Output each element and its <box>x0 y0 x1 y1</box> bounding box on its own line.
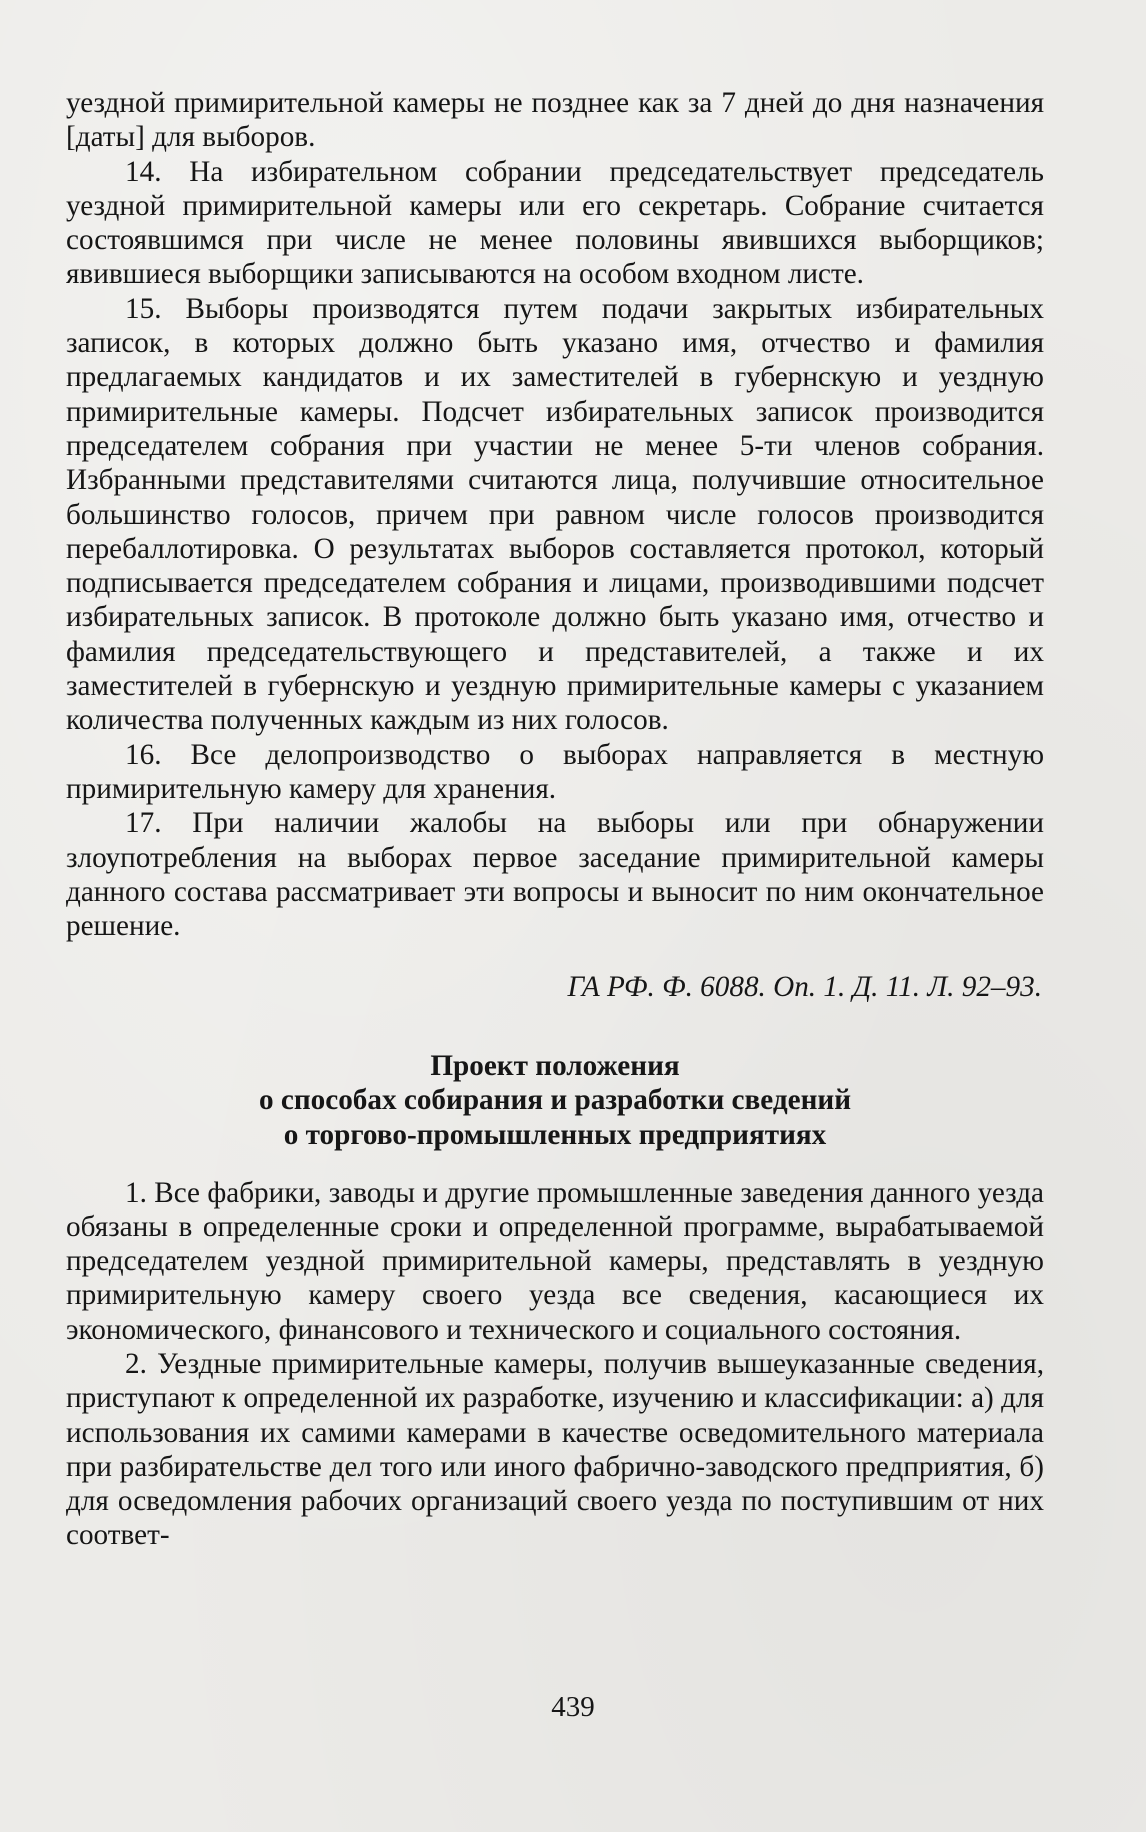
section-title-line-2: о способах собирания и разработки сведений <box>258 1084 852 1117</box>
archive-citation: ГА РФ. Ф. 6088. Оп. 1. Д. 11. Л. 92–93. <box>567 971 1042 1004</box>
item-1: 1. Все фабрики, заводы и другие промышленные заведения данного уезда обязаны в определенные сроки и определенной программе, вырабатываемой председателем уездной примирительной камеры, представлять в уездную примирительную камеру своего уезда все сведения, касающиеся их экономического, финансового и технического и социального состояния. <box>66 1176 1044 1346</box>
section-title-line-3: о торгово-промышленных предприятиях <box>283 1118 827 1151</box>
page-number: 439 <box>551 1691 595 1723</box>
paragraph-14: 14. На избирательном собрании председательствует председатель уездной примирительной камеры или его секретарь. Собрание считается состоявшимся при числе не менее половины явившихся выборщиков; явившиеся выборщики записываются на особом входном листе. <box>66 155 1044 291</box>
paragraph-15: 15. Выборы производятся путем подачи закрытых избирательных записок, в которых должно быть указано имя, отчество и фамилия предлагаемых кандидатов и их заместителей в губернскую и уездную примирительные камеры. Подсчет избирательных записок производится председателем собрания при участии не менее 5-ти членов собрания. Избранными представителями считаются лица, получившие относительное большинство голосов, причем при равном числе голосов производится перебаллотировка. О результатах выборов составляется протокол, который подписывается председателем собрания и лицами, производившими подсчет избирательных записок. В протоколе должно быть указано имя, отчество и фамилия председательствующего и представителей, а также и их заместителей в губернскую и уездную примирительные камеры с указанием количества полученных каждым из них голосов. <box>66 292 1044 737</box>
section-title-line-1: Проект положения <box>430 1049 680 1082</box>
body-text <box>66 86 1044 1553</box>
section-title <box>66 1049 1044 1153</box>
paragraph-17: 17. При наличии жалобы на выборы или при обнаружении злоупотребления на выборах первое заседание примирительной камеры данного состава рассматривает эти вопросы и выносит по ним окончательное решение. <box>66 807 1044 943</box>
item-2: 2. Уездные примирительные камеры, получив вышеуказанные сведения, приступают к определенной их разработке, изучению и классификации: а) для использования их самими камерами в качестве осведомительного материала при разбирательстве дел того или иного фабрично-заводского предприятия, б) для осведомления рабочих организаций своего уезда по поступившим от них соответ- <box>66 1347 1044 1552</box>
paragraph-continuation: уездной примирительной камеры не позднее как за 7 дней до дня назначения [даты] для выборов. <box>66 87 1044 154</box>
paragraph-16: 16. Все делопроизводство о выборах направляется в местную примирительную камеру для хранения. <box>66 738 1044 805</box>
